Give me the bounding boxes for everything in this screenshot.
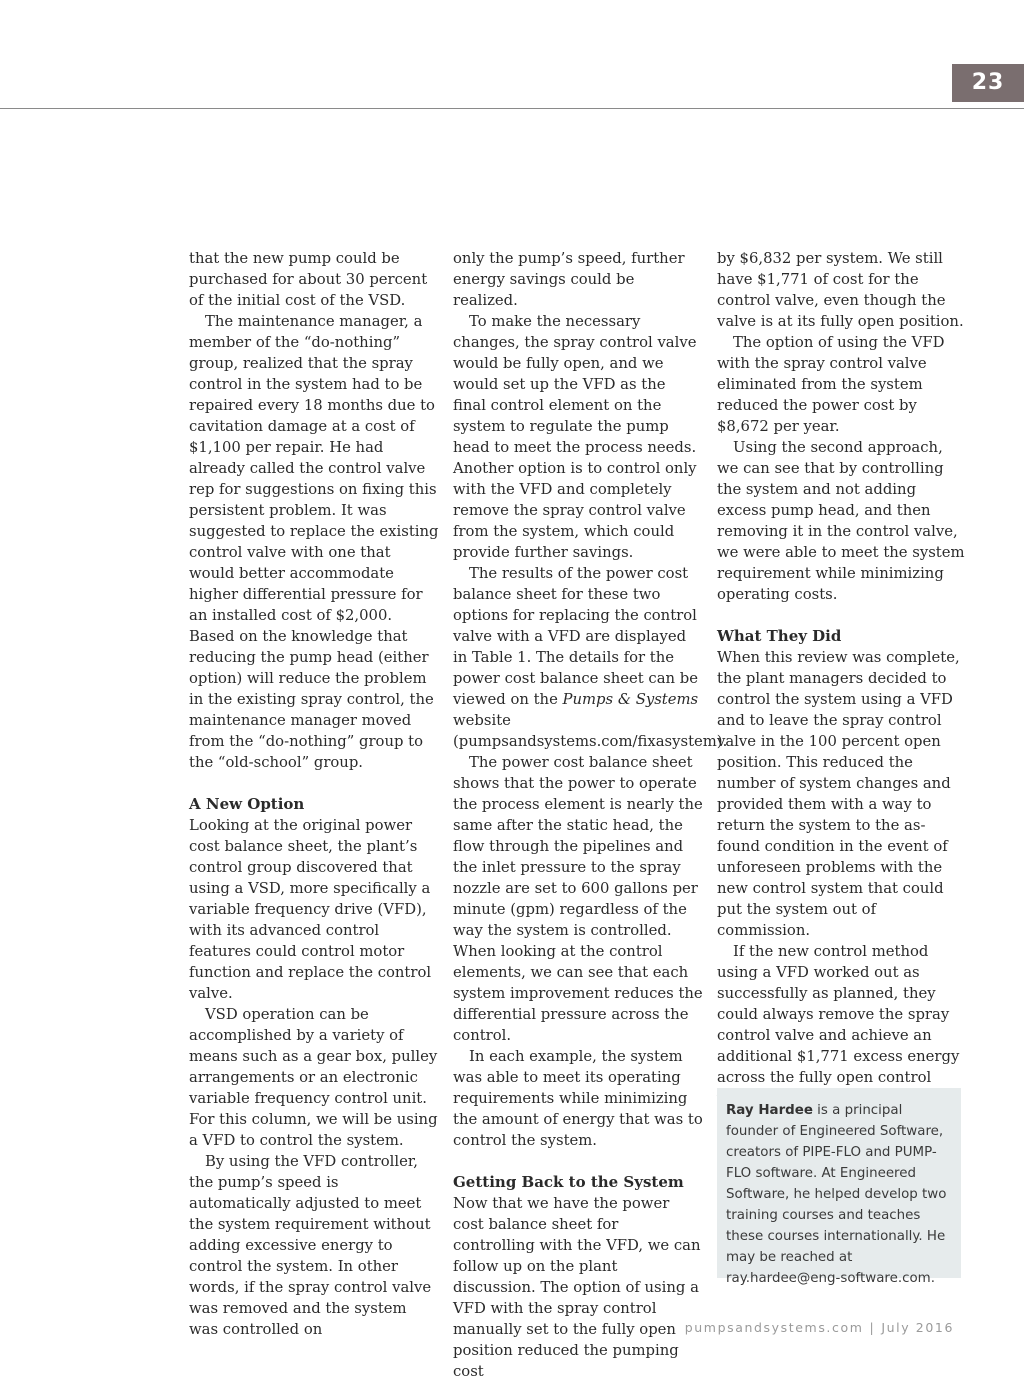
paragraph bbox=[717, 941, 967, 1109]
article-column-3 bbox=[717, 248, 967, 1109]
author-bio-box bbox=[717, 1088, 961, 1286]
paragraph-text: If the new control method using a VFD worked out as successfully as planned, they could always remove the spray control valve and achieve an additional $1,771 excess energy across the fully open control bbox=[717, 943, 960, 1086]
footer-issue-date: July 2016 bbox=[881, 1320, 954, 1335]
paragraph: Now that we have the power cost balance sheet for controlling with the VFD, we can follow up on the plant discussion. The option of using a VFD with the spray control manually set to the fully open position reduced the pumping cost bbox=[453, 1195, 701, 1380]
author-bio-text: is a principal founder of Engineered Software, creators of PIPE-FLO and PUMP-FLO software. At Engineered Software, he helped develop two training courses and teaches these courses internationally. He may be reached at ray.hardee@eng-software.com. bbox=[726, 1103, 947, 1286]
header-rule bbox=[0, 108, 1024, 109]
paragraph: Using the second approach, we can see that by controlling the system and not adding excess pump head, and then removing it in the control valve, we were able to meet the system requirement while minimizing operating costs. bbox=[717, 439, 965, 603]
paragraph-text: website (pumpsandsystems.com/fixasystem). bbox=[453, 712, 728, 750]
paragraph bbox=[453, 563, 728, 752]
paragraph: by $6,832 per system. We still have $1,771 of cost for the control valve, even though the valve is at its fully open position. bbox=[717, 250, 964, 330]
paragraph: By using the VFD controller, the pump’s speed is automatically adjusted to meet the system requirement without adding excessive energy to control the system. In other words, if the spray control valve was removed and the system was controlled on bbox=[189, 1153, 432, 1338]
page-footer bbox=[685, 1320, 954, 1335]
paragraph: The maintenance manager, a member of the “do-nothing” group, realized that the spray control in the system had to be repaired every 18 months due to cavitation damage at a cost of $1,100 per repair. He had already called the control valve rep for suggestions on fixing this persistent problem. It was suggested to replace the existing control valve with one that would better accommodate higher differential pressure for an installed cost of $2,000. Based on the knowledge that reducing the pump head (either option) will reduce the problem in the existing spray control, the maintenance manager moved from the “do-nothing” group to the “old-school” group. bbox=[189, 313, 439, 771]
author-name: Ray Hardee bbox=[726, 1103, 813, 1118]
footer-separator: | bbox=[869, 1320, 876, 1335]
paragraph: Looking at the original power cost balance sheet, the plant’s control group discovered that using a VSD, more specifically a variable frequency drive (VFD), with its advanced control features could control motor function and replace the control valve. bbox=[189, 817, 432, 1002]
section-heading-new-option: A New Option bbox=[189, 795, 305, 813]
paragraph: In each example, the system was able to meet its operating requirements while minimizing the amount of energy that was to control the system. bbox=[453, 1048, 703, 1149]
section-heading-getting-back: Getting Back to the System bbox=[453, 1173, 684, 1191]
paragraph: To make the necessary changes, the spray control valve would be fully open, and we would set up the VFD as the final control element on the system to regulate the pump head to meet the process needs. Another option is to control only with the VFD and completely remove the spray control valve from the system, which could provide further savings. bbox=[453, 313, 697, 561]
footer-website: pumpsandsystems.com bbox=[684, 1320, 864, 1335]
paragraph: When this review was complete, the plant managers decided to control the system using a VFD and to leave the spray control valve in the 100 percent open position. This reduced the number of system changes and provided them with a way to return the system to the as-found condition in the event of unforeseen problems with the new control system that could put the system out of commission. bbox=[717, 649, 960, 939]
section-heading-what-they-did: What They Did bbox=[717, 627, 842, 645]
paragraph: The option of using the VFD with the spray control valve eliminated from the system reduced the power cost by $8,672 per year. bbox=[717, 334, 945, 435]
paragraph: only the pump’s speed, further energy savings could be realized. bbox=[453, 250, 685, 309]
paragraph: that the new pump could be purchased for about 30 percent of the initial cost of the VSD. bbox=[189, 250, 428, 309]
publication-name: Pumps & Systems bbox=[562, 691, 699, 708]
paragraph: VSD operation can be accomplished by a variety of means such as a gear box, pulley arrangements or an electronic variable frequency control unit. For this column, we will be using a VFD to control the system. bbox=[189, 1006, 438, 1149]
paragraph-text: The results of the power cost balance sheet for these two options for replacing the control valve with a VFD are displayed in Table 1. The details for the power cost balance sheet can be viewed on the bbox=[453, 565, 699, 708]
article-column-1 bbox=[189, 248, 439, 1340]
article-column-2 bbox=[453, 248, 728, 1382]
paragraph: The power cost balance sheet shows that the power to operate the process element is nearly the same after the static head, the flow through the pipelines and the inlet pressure to the spray nozzle are set to 600 gallons per minute (gpm) regardless of the way the system is controlled. When looking at the control elements, we can see that each system improvement reduces the differential pressure across the control. bbox=[453, 754, 703, 1044]
page-number: 23 bbox=[952, 64, 1024, 102]
